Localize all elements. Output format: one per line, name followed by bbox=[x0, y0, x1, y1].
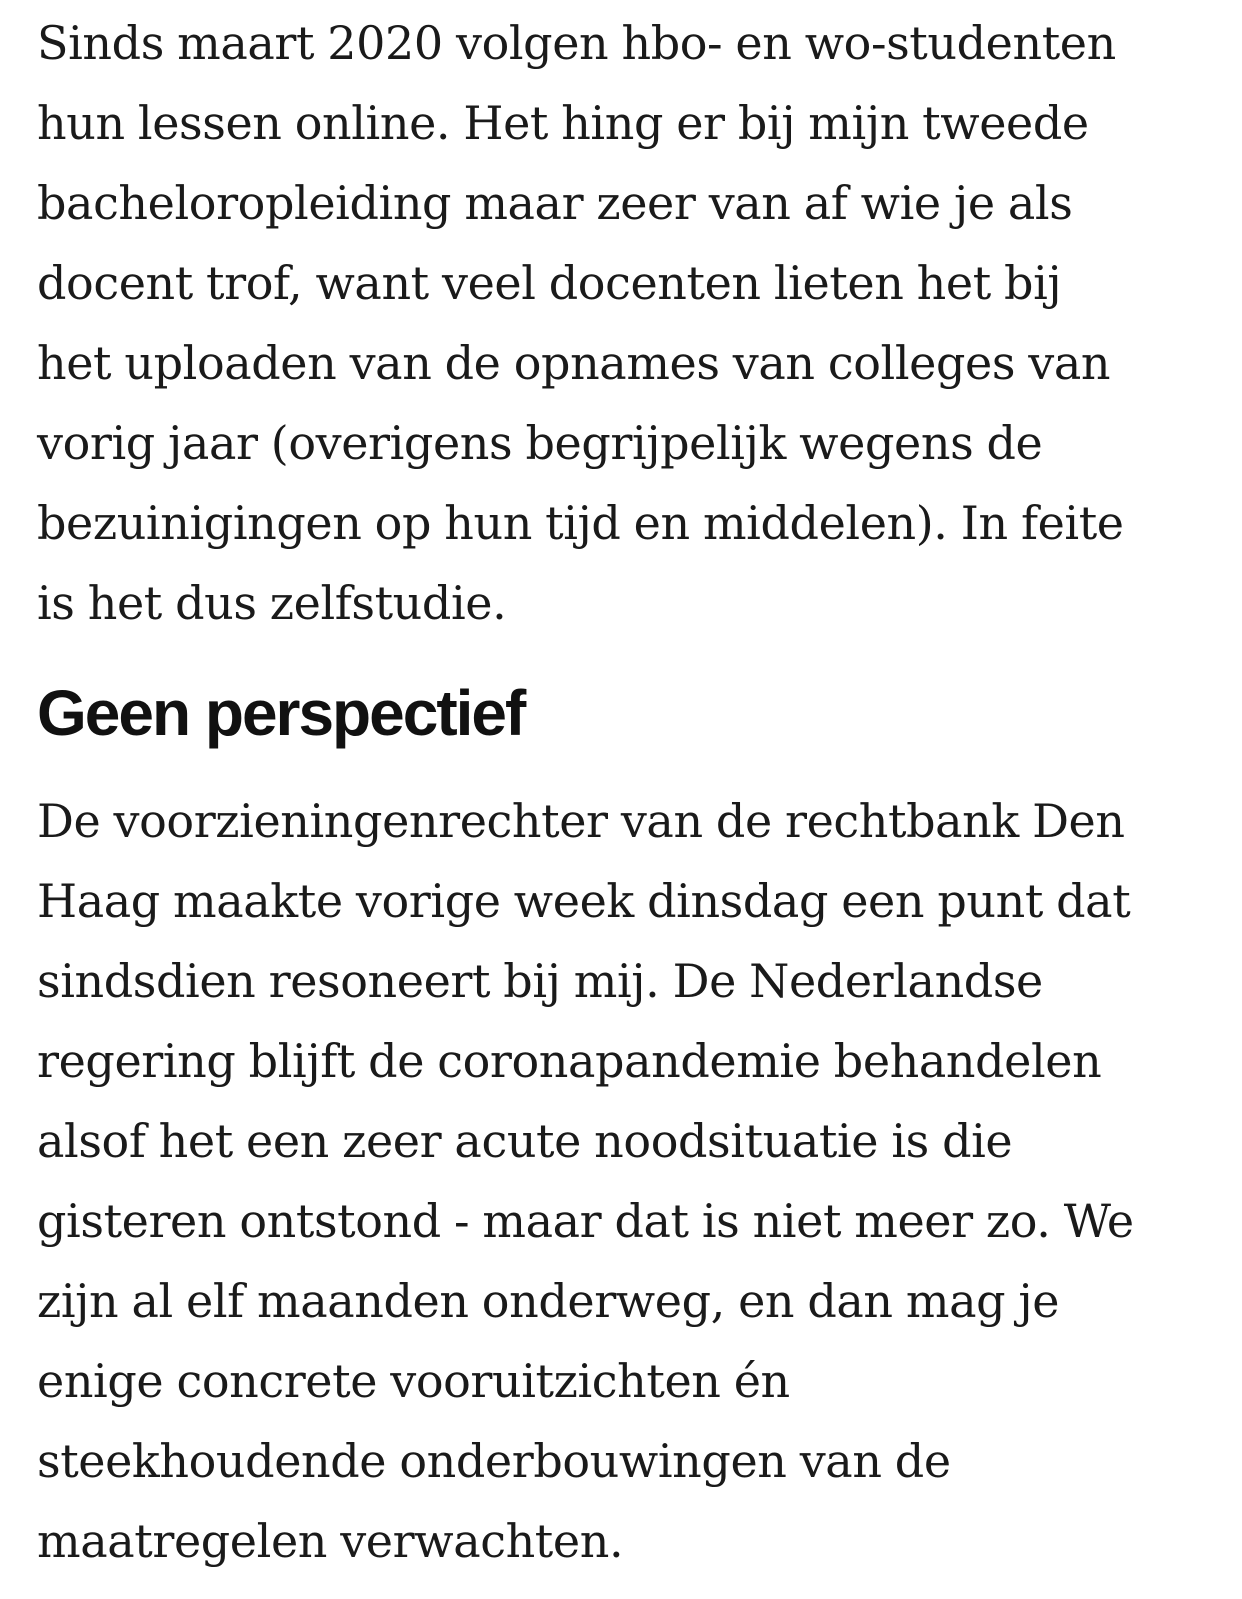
paragraph-line: het uploaden van de opnames van colleges van bbox=[37, 336, 1111, 390]
paragraph-line: maatregelen verwachten. bbox=[37, 1514, 624, 1568]
paragraph-line: De voorzieningenrechter van de rechtbank Den bbox=[37, 794, 1125, 848]
paragraph-line: steekhoudende onderbouwingen van de bbox=[37, 1434, 951, 1488]
paragraph-line: docent trof, want veel docenten lieten het bij bbox=[37, 256, 1062, 310]
paragraph-line: gisteren ontstond - maar dat is niet meer zo. We bbox=[37, 1194, 1134, 1248]
paragraph-line: Haag maakte vorige week dinsdag een punt dat bbox=[37, 874, 1131, 928]
paragraph-line: hun lessen online. Het hing er bij mijn tweede bbox=[37, 96, 1089, 150]
paragraph-line: alsof het een zeer acute noodsituatie is die bbox=[37, 1114, 1013, 1168]
paragraph-line: bacheloropleiding maar zeer van af wie je als bbox=[37, 176, 1073, 230]
paragraph-line: enige concrete vooruitzichten én bbox=[37, 1354, 790, 1408]
paragraph-line: regering blijft de coronapandemie behandelen bbox=[37, 1034, 1102, 1088]
section-heading: Geen perspectief bbox=[37, 677, 525, 749]
article-paragraph bbox=[37, 3, 1202, 643]
paragraph-line: Sinds maart 2020 volgen hbo- en wo-studenten bbox=[37, 16, 1116, 70]
paragraph-line: zijn al elf maanden onderweg, en dan mag je bbox=[37, 1274, 1060, 1328]
paragraph-line: vorig jaar (overigens begrijpelijk wegens de bbox=[37, 416, 1043, 470]
paragraph-line: sindsdien resoneert bij mij. De Nederlandse bbox=[37, 954, 1043, 1008]
article-paragraph bbox=[37, 781, 1202, 1581]
paragraph-line: is het dus zelfstudie. bbox=[37, 576, 507, 630]
paragraph-line: bezuinigingen op hun tijd en middelen). In feite bbox=[37, 496, 1124, 550]
